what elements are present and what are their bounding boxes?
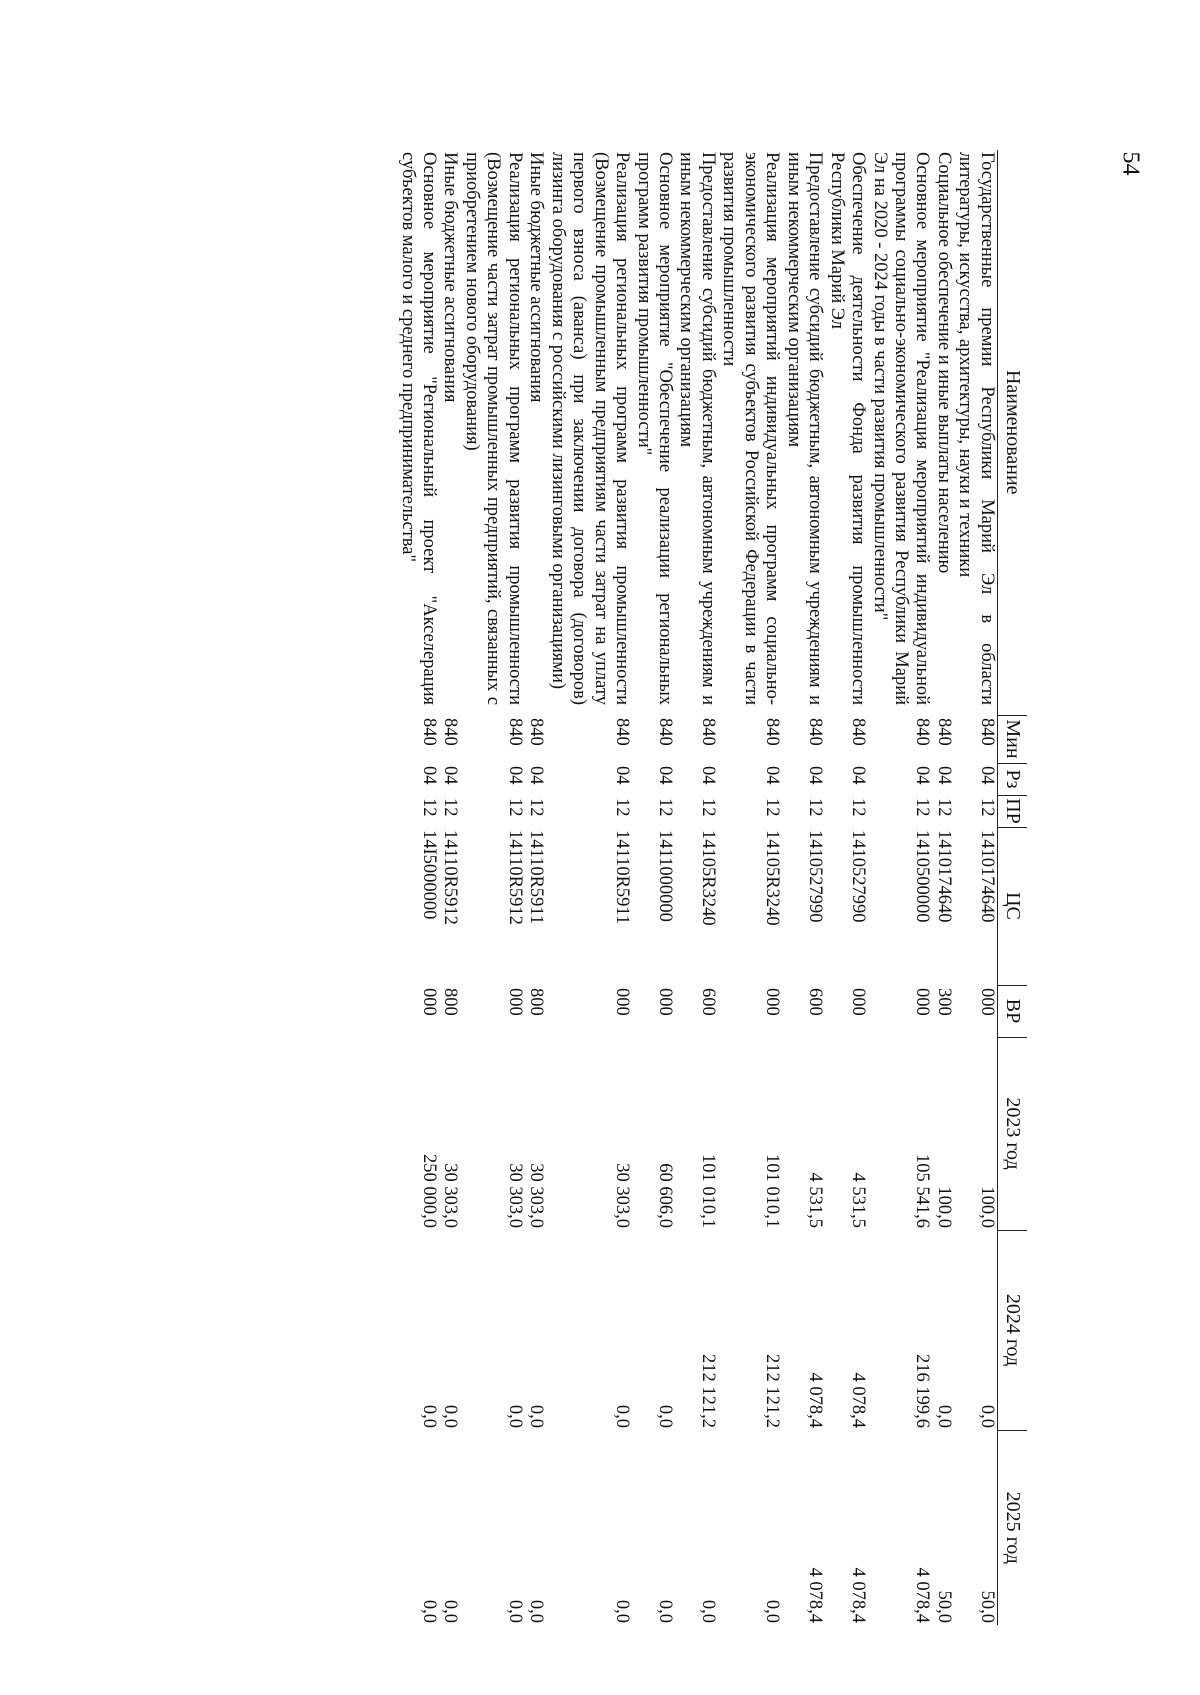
row-cs: 14105R3240 <box>697 830 718 926</box>
row-pr: 12 <box>419 798 440 817</box>
row-rz: 04 <box>440 766 461 785</box>
row-rz: 04 <box>612 766 633 785</box>
row-2023: 100,0 <box>976 1186 997 1228</box>
row-rz: 04 <box>655 766 676 785</box>
row-2024: 0,0 <box>655 1404 676 1428</box>
page-number: 54 <box>1117 151 1144 176</box>
row-2024: 0,0 <box>976 1404 997 1428</box>
row-cs: 14110R5912 <box>440 830 461 925</box>
row-cs: 1410500000 <box>912 830 933 923</box>
table-row <box>954 150 997 1625</box>
row-2023: 30 303,0 <box>612 1163 633 1228</box>
budget-table <box>396 150 1027 1625</box>
row-min: 840 <box>762 718 783 746</box>
row-cs: 1410527990 <box>805 830 826 923</box>
row-name: Основное мероприятие "Обеспечение реализации региональных программ развития промышленности" <box>633 152 676 705</box>
row-2024: 4 078,4 <box>805 1372 826 1428</box>
row-name: Иные бюджетные ассигнования <box>526 152 547 403</box>
row-pr: 12 <box>655 798 676 817</box>
table-row <box>932 150 953 1625</box>
row-2024: 4 078,4 <box>848 1372 869 1428</box>
row-2025: 0,0 <box>526 1599 547 1623</box>
header-pr: ПР <box>997 795 1027 827</box>
row-name: Иные бюджетные ассигнования <box>440 152 461 403</box>
row-cs: 14110R5911 <box>612 830 633 925</box>
row-2023: 100,0 <box>933 1186 954 1228</box>
row-min: 840 <box>912 718 933 746</box>
table-row <box>675 150 718 1625</box>
row-min: 840 <box>848 718 869 746</box>
row-min: 840 <box>612 718 633 746</box>
row-rz: 04 <box>526 766 547 785</box>
row-vr: 600 <box>805 988 826 1016</box>
row-name: Реализация мероприятий индивидуальных программ социально-экономического развития субъектов Российской Федерации в части развития промышленности <box>719 152 783 705</box>
row-2025: 0,0 <box>655 1599 676 1623</box>
row-rz: 04 <box>912 766 933 785</box>
row-pr: 12 <box>526 798 547 817</box>
row-min: 840 <box>526 718 547 746</box>
table-header-row <box>997 150 1027 1625</box>
row-pr: 12 <box>440 798 461 817</box>
table-row <box>718 150 782 1625</box>
row-name: Основное мероприятие "Региональный проект "Акселерация субъектов малого и среднего предпринимательства" <box>397 152 440 705</box>
row-2025: 50,0 <box>933 1590 954 1623</box>
row-name: Социальное обеспечение и иные выплаты населению <box>933 152 954 574</box>
row-vr: 000 <box>848 988 869 1016</box>
row-2024: 212 121,2 <box>697 1354 718 1428</box>
row-2025: 4 078,4 <box>912 1567 933 1623</box>
row-2024: 212 121,2 <box>762 1354 783 1428</box>
row-2025: 4 078,4 <box>805 1567 826 1623</box>
header-vr: ВР <box>997 985 1027 1037</box>
row-2023: 4 531,5 <box>848 1172 869 1228</box>
row-cs: 1410527990 <box>848 830 869 923</box>
row-vr: 800 <box>440 988 461 1016</box>
row-cs: 14110R5911 <box>526 830 547 925</box>
row-rz: 04 <box>933 766 954 785</box>
row-2023: 4 531,5 <box>805 1172 826 1228</box>
row-rz: 04 <box>762 766 783 785</box>
row-min: 840 <box>805 718 826 746</box>
row-rz: 04 <box>697 766 718 785</box>
row-2025: 0,0 <box>504 1599 525 1623</box>
row-min: 840 <box>504 718 525 746</box>
row-2023: 30 303,0 <box>526 1163 547 1228</box>
row-vr: 800 <box>526 988 547 1016</box>
row-pr: 12 <box>612 798 633 817</box>
row-vr: 600 <box>697 988 718 1016</box>
row-rz: 04 <box>805 766 826 785</box>
row-cs: 1410174640 <box>933 830 954 923</box>
row-2023: 30 303,0 <box>504 1163 525 1228</box>
header-2024: 2024 год <box>997 1230 1027 1430</box>
header-name: Наименование <box>997 150 1027 715</box>
row-vr: 000 <box>912 988 933 1016</box>
row-vr: 000 <box>504 988 525 1016</box>
row-name: Реализация региональных программ развития промышленности (Возмещение промышленным предприятиям части затрат на уплату первого взноса (аванса) при заключении договора (договоров) лизинга оборудования с российскими лизинговыми организациями) <box>547 152 633 705</box>
row-min: 840 <box>655 718 676 746</box>
row-min: 840 <box>976 718 997 746</box>
row-vr: 300 <box>933 988 954 1016</box>
table-body <box>396 150 997 1625</box>
row-name: Государственные премии Республики Марий Эл в области литературы, искусства, архитектуры, науки и техники <box>955 152 997 705</box>
row-cs: 14I5000000 <box>419 830 440 920</box>
row-2024: 0,0 <box>526 1404 547 1428</box>
table-row <box>782 150 825 1625</box>
row-name: Предоставление субсидий бюджетным, автономным учреждениям и иным некоммерческим организациям <box>676 152 718 705</box>
row-rz: 04 <box>419 766 440 785</box>
row-2025: 0,0 <box>612 1599 633 1623</box>
table-row <box>396 150 439 1625</box>
table-row <box>439 150 460 1625</box>
row-vr: 000 <box>612 988 633 1016</box>
row-2025: 0,0 <box>762 1599 783 1623</box>
row-pr: 12 <box>504 798 525 817</box>
row-2023: 101 010,1 <box>697 1154 718 1228</box>
row-name: Обеспечение деятельности Фонда развития промышленности Республики Марий Эл <box>826 152 869 705</box>
row-name: Реализация региональных программ развития промышленности (Возмещение части затрат промышленных предприятий, связанных с приобретением нового оборудования) <box>461 152 525 705</box>
row-rz: 04 <box>504 766 525 785</box>
row-min: 840 <box>440 718 461 746</box>
table-row <box>632 150 675 1625</box>
table-row <box>868 150 932 1625</box>
row-vr: 000 <box>976 988 997 1016</box>
row-cs: 1410174640 <box>976 830 997 923</box>
row-pr: 12 <box>933 798 954 817</box>
row-2024: 0,0 <box>612 1404 633 1428</box>
row-2024: 0,0 <box>504 1404 525 1428</box>
row-pr: 12 <box>976 798 997 817</box>
row-pr: 12 <box>697 798 718 817</box>
header-min: Мин <box>997 715 1027 763</box>
row-name: Предоставление субсидий бюджетным, автономным учреждениям и иным некоммерческим организациям <box>783 152 826 705</box>
row-2024: 0,0 <box>440 1404 461 1428</box>
row-2023: 60 606,0 <box>655 1163 676 1228</box>
row-2024: 216 199,6 <box>912 1354 933 1428</box>
row-2024: 0,0 <box>419 1404 440 1428</box>
row-2023: 250 000,0 <box>419 1154 440 1228</box>
row-min: 840 <box>419 718 440 746</box>
row-2025: 0,0 <box>440 1599 461 1623</box>
row-min: 840 <box>933 718 954 746</box>
row-pr: 12 <box>848 798 869 817</box>
row-cs: 14105R3240 <box>762 830 783 926</box>
row-pr: 12 <box>912 798 933 817</box>
row-2025: 0,0 <box>419 1599 440 1623</box>
row-2025: 0,0 <box>697 1599 718 1623</box>
row-min: 840 <box>697 718 718 746</box>
header-2025: 2025 год <box>997 1430 1027 1625</box>
rotated-sheet <box>172 150 1027 1625</box>
row-rz: 04 <box>848 766 869 785</box>
row-vr: 000 <box>655 988 676 1016</box>
table-row <box>460 150 524 1625</box>
table-row <box>546 150 632 1625</box>
row-cs: 1411000000 <box>655 830 676 922</box>
row-2024: 0,0 <box>933 1404 954 1428</box>
row-vr: 000 <box>419 988 440 1016</box>
row-2023: 105 541,6 <box>912 1154 933 1228</box>
header-rz: Рз <box>997 763 1027 795</box>
header-2023: 2023 год <box>997 1037 1027 1230</box>
header-cs: ЦС <box>997 827 1027 985</box>
row-2025: 4 078,4 <box>848 1567 869 1623</box>
row-vr: 000 <box>762 988 783 1016</box>
row-pr: 12 <box>805 798 826 817</box>
table-row <box>525 150 546 1625</box>
row-2023: 30 303,0 <box>440 1163 461 1228</box>
table-row <box>825 150 868 1625</box>
row-rz: 04 <box>976 766 997 785</box>
row-cs: 14110R5912 <box>504 830 525 925</box>
row-name: Основное мероприятие "Реализация мероприятий индивидуальной программы социально-экономического развития Республики Марий Эл на 2020 - 2024 годы в части развития промышленности" <box>869 152 933 705</box>
row-pr: 12 <box>762 798 783 817</box>
row-2025: 50,0 <box>976 1590 997 1623</box>
row-2023: 101 010,1 <box>762 1154 783 1228</box>
